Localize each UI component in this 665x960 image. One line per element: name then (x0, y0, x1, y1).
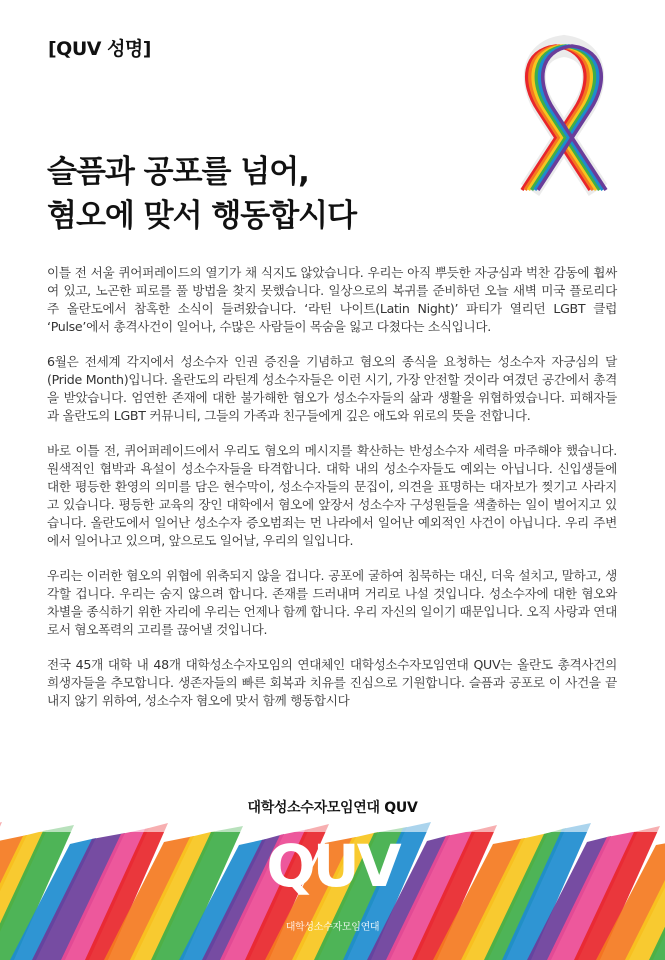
quv-logo: QUV (266, 832, 399, 900)
quv-logo-subtitle: 대학성소수자모임연대 (285, 922, 380, 933)
statement-body (47, 264, 617, 727)
headline (47, 150, 356, 238)
rainbow-ribbon-icon (500, 28, 628, 198)
paragraph-4: 우리는 이러한 혐오의 위협에 위축되지 않을 겁니다. 공포에 굴하여 침묵하는 대신, 더욱 설치고, 말하고, 생각할 겁니다. 우리는 숨지 않으려 합니다. 존재를 드러내며 거리로 나설 것입니다. 성소수자에 대한 혐오와 차별을 종식하기 위한 자리에 우리는 언제나 함께 합니다. 우리 자신의 일이기 때문입니다. 오직 사랑과 연대로서 혐오폭력의 고리를 끊어낼 것입니다. (47, 568, 617, 637)
statement-tag: [QUV 성명] (48, 38, 151, 60)
paragraph-3: 바로 이틀 전, 퀴어퍼레이드에서 우리도 혐오의 메시지를 확산하는 반성소수자 세력을 마주해야 했습니다. 원색적인 협박과 욕설이 성소수자들을 타격합니다. 대학 내의 성소수자들도 예외는 아닙니다. 신입생들에 대한 평등한 환영의 의미를 담은 현수막이, 성소수자들의 문집이, 의견을 표명하는 대자보가 찢기고 사라지고 있습니다. 평등한 교육의 장인 대학에서 혐오에 앞장서 성소수자 구성원들을 색출하는 일이 벌어지고 있습니다. 올란도에서 일어난 성소수자 증오범죄는 먼 나라에서 일어난 예외적인 사건이 아닙니다. 우리 주변에서 일어나고 있으며, 앞으로도 일어날, 우리의 일입니다. (47, 443, 617, 548)
paragraph-5: 전국 45개 대학 내 48개 대학성소수자모임의 연대체인 대학성소수자모임연대 QUV는 올란도 총격사건의 희생자들을 추모합니다. 생존자들의 빠른 회복과 치유를 진심으로 기원합니다. 슬픔과 공포로 이 사건을 끝내지 않기 위하여, 성소수자 혐오에 맞서 함께 행동합시다 (47, 657, 617, 708)
paragraph-2: 6월은 전세계 각지에서 성소수자 인권 증진을 기념하고 혐오의 종식을 요청하는 성소수자 자긍심의 달(Pride Month)입니다. 올란도의 라틴계 성소수자들은 이런 시기, 가장 안전할 것이라 여겼던 공간에서 총격을 받았습니다. 엄연한 존재에 대한 불가해한 혐오가 성소수자들의 삶과 생활을 위협하였습니다. 피해자들과 올란도의 LGBT 커뮤니티, 그들의 가족과 친구들에게 깊은 애도와 위로의 뜻을 전합니다. (47, 354, 617, 423)
paragraph-1: 이틀 전 서울 퀴어퍼레이드의 열기가 채 식지도 않았습니다. 우리는 아직 뿌듯한 자긍심과 벅찬 감동에 휩싸여 있고, 노곤한 피로를 풀 방법을 찾지 못했습니다. 일상으로의 복귀를 준비하던 오늘 새벽 미국 플로리다 주 올란도에서 참혹한 소식이 들려왔습니다. ‘라틴 나이트(Latin Night)’ 파티가 열리던 LGBT 클럽 ‘Pulse’에서 총격사건이 일어나, 수많은 사람들이 목숨을 잃고 다쳤다는 소식입니다. (47, 265, 617, 334)
headline-line-2: 혐오에 맞서 행동합시다 (47, 198, 357, 234)
headline-line-1: 슬픔과 공포를 넘어, (47, 154, 309, 190)
signature: 대학성소수자모임연대 QUV (247, 800, 418, 816)
